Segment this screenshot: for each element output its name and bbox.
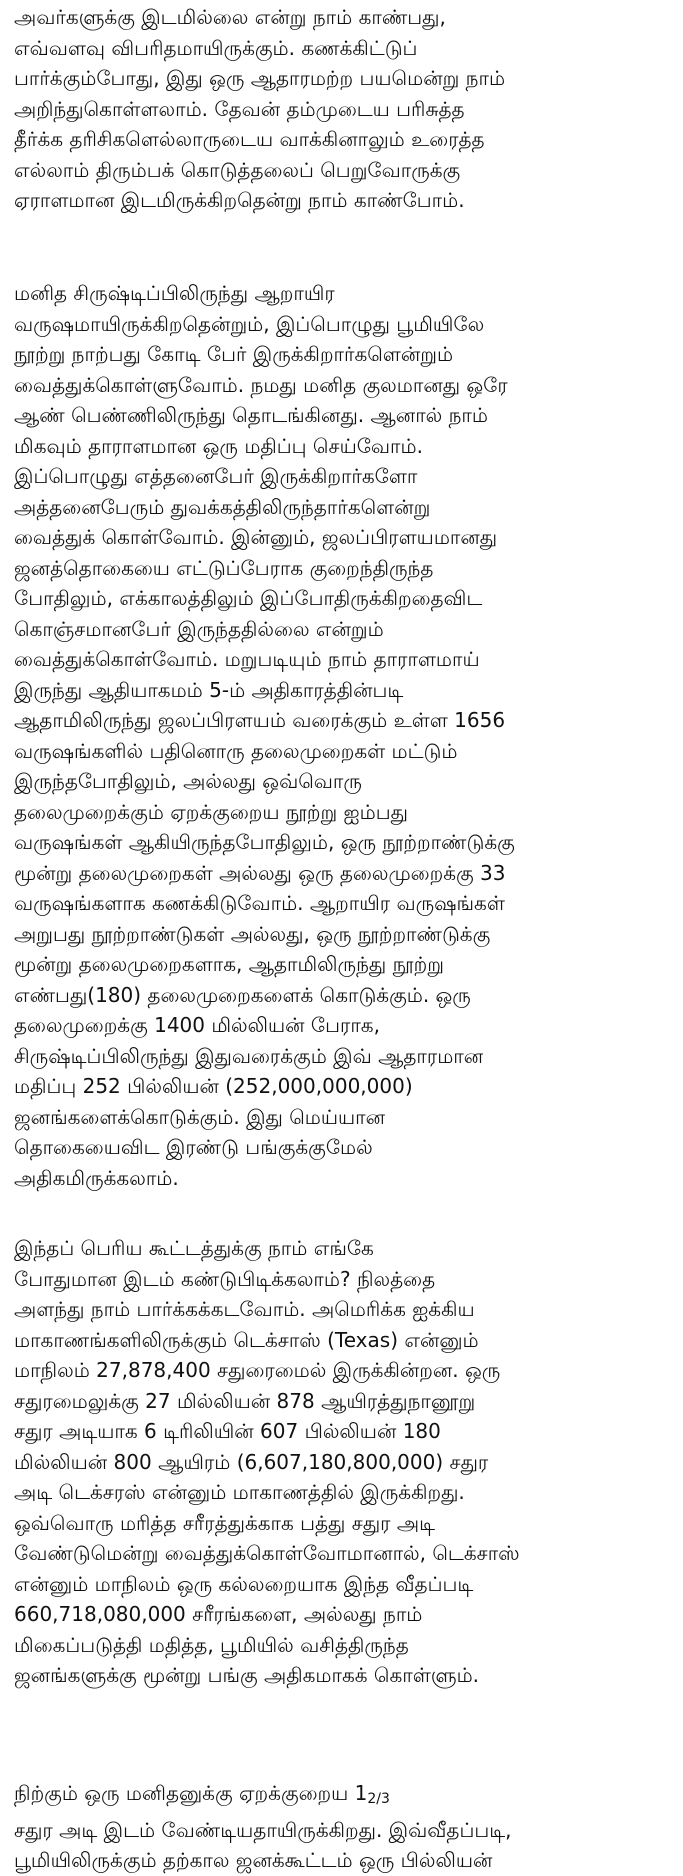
paragraph-2: மனித சிருஷ்டிப்பிலிருந்து ஆறாயிர வருஷமாயிருக்கிறதென்றும், இப்பொழுது பூமியிலே நூற்று நாற்பது கோடி பேர் இருக்கிறார்களென்றும் வைத்துக்கொள்ளுவோம். நமது மனித குலமானது ஒரே ஆண் பெண்ணிலிருந்து தொடங்கினது. ஆனால் நாம் மிகவும் தாராளமான ஒரு மதிப்பு செய்வோம். இப்பொழுது எத்தனைபேர் இருக்கிறார்களோ அத்தனைபேரும் துவக்கத்திலிருந்தார்களென்று வைத்துக் கொள்வோம். இன்னும், ஜலப்பிரளயமானது ஜனத்தொகையை எட்டுப்பேராக குறைந்திருந்த போதிலும், எக்காலத்திலும் இப்போதிருக்கிறதைவிட கொஞ்சமானபேர் இருந்ததில்லை என்றும் வைத்துக்கொள்வோம். மறுபடியும் நாம் தாராளமாய் இருந்து ஆதியாகமம் 5-ம் அதிகாரத்தின்படி ஆதாமிலிருந்து ஜலப்பிரளயம் வரைக்கும் உள்ள 1656 வருஷங்களில் பதினொரு தலைமுறைகள் மட்டும் இருந்தபோதிலும், அல்லது ஒவ்வொரு தலைமுறைக்கும் ஏறக்குறைய நூற்று ஐம்பது வருஷங்கள் ஆகியிருந்தபோதிலும், ஒரு நூற்றாண்டுக்கு மூன்று தலைமுறைகள் அல்லது ஒரு தலைமுறைக்கு 33 வருஷங்களாக கணக்கிடுவோம். ஆறாயிர வருஷங்கள் அறுபது நூற்றாண்டுகள் அல்லது, ஒரு நூற்றாண்டுக்கு மூன்று தலைமுறைகளாக, ஆதாமிலிருந்து நூற்று எண்பது(180) தலைமுறைகளைக் கொடுக்கும். ஒரு தலைமுறைக்கு 1400 மில்லியன் பேராக, சிருஷ்டிப்பிலிருந்து இதுவரைக்கும் இவ் ஆதாரமான மதிப்பு 252 பில்லியன் (252,000,000,000) ஜனங்களைக்கொடுக்கும். இது மெய்யான தொகையைவிட இரண்டு பங்குக்குமேல் அதிகமிருக்கலாம். — [14, 281, 515, 1190]
paragraph-1: அவர்களுக்கு இடமில்லை என்று நாம் காண்பது, எவ்வளவு விபரிதமாயிருக்கும். கணக்கிட்டுப் பார்க்கும்போது, இது ஒரு ஆதாரமற்ற பயமென்று நாம் அறிந்துகொள்ளலாம். தேவன் தம்முடைய பரிசுத்த தீர்க்க தரிசிகளெல்லாருடைய வாக்கினாலும் உரைத்த எல்லாம் திரும்பக் கொடுத்தலைப் பெறுவோருக்கு ஏராளமான இடமிருக்கிறதென்று நாம் காண்போம். — [14, 5, 506, 212]
fraction-two-thirds: 2/3 — [367, 1791, 390, 1807]
paragraph-4 — [14, 1778, 674, 1876]
paragraph-3: இந்தப் பெரிய கூட்டத்துக்கு நாம் எங்கே போதுமான இடம் கண்டுபிடிக்கலாம்? நிலத்தை அளந்து நாம் பார்க்கக்கடவோம். அமெரிக்க ஐக்கிய மாகாணங்களிலிருக்கும் டெக்சாஸ் (Texas) என்னும் மாநிலம் 27,878,400 சதுரைமைல் இருக்கின்றன. ஒரு சதுரமைலுக்கு 27 மில்லியன் 878 ஆயிரத்துநானூறு சதுர அடியாக 6 டிரிலியின் 607 பில்லியன் 180 மில்லியன் 800 ஆயிரம் (6,607,180,800,000) சதுர அடி டெக்சரஸ் என்னும் மாகாணத்தில் இருக்கிறது. ஒவ்வொரு மரித்த சரீரத்துக்காக பத்து சதுர அடி வேண்டுமென்று வைத்துக்கொள்வோமானால், டெக்சாஸ் என்னும் மாநிலம் ஒரு கல்லறையாக இந்த வீதப்படி 660,718,080,000 சரீரங்களை, அல்லது நாம் மிகைப்படுத்தி மதித்த, பூமியில் வசித்திருந்த ஜனங்களுக்கு மூன்று பங்கு அதிகமாகக் கொள்ளும். — [14, 1236, 520, 1687]
paragraph-4-lead: நிற்கும் ஒரு மனிதனுக்கு ஏறக்குறைய 1 — [14, 1781, 368, 1805]
paragraph-4-rest: சதுர அடி இடம் வேண்டியதாயிருக்கிறது. இவ்வீதப்படி, பூமியிலிருக்கும் தற்கால ஜனக்கூட்டம் ஒரு பில்லியன் — [14, 1817, 512, 1872]
